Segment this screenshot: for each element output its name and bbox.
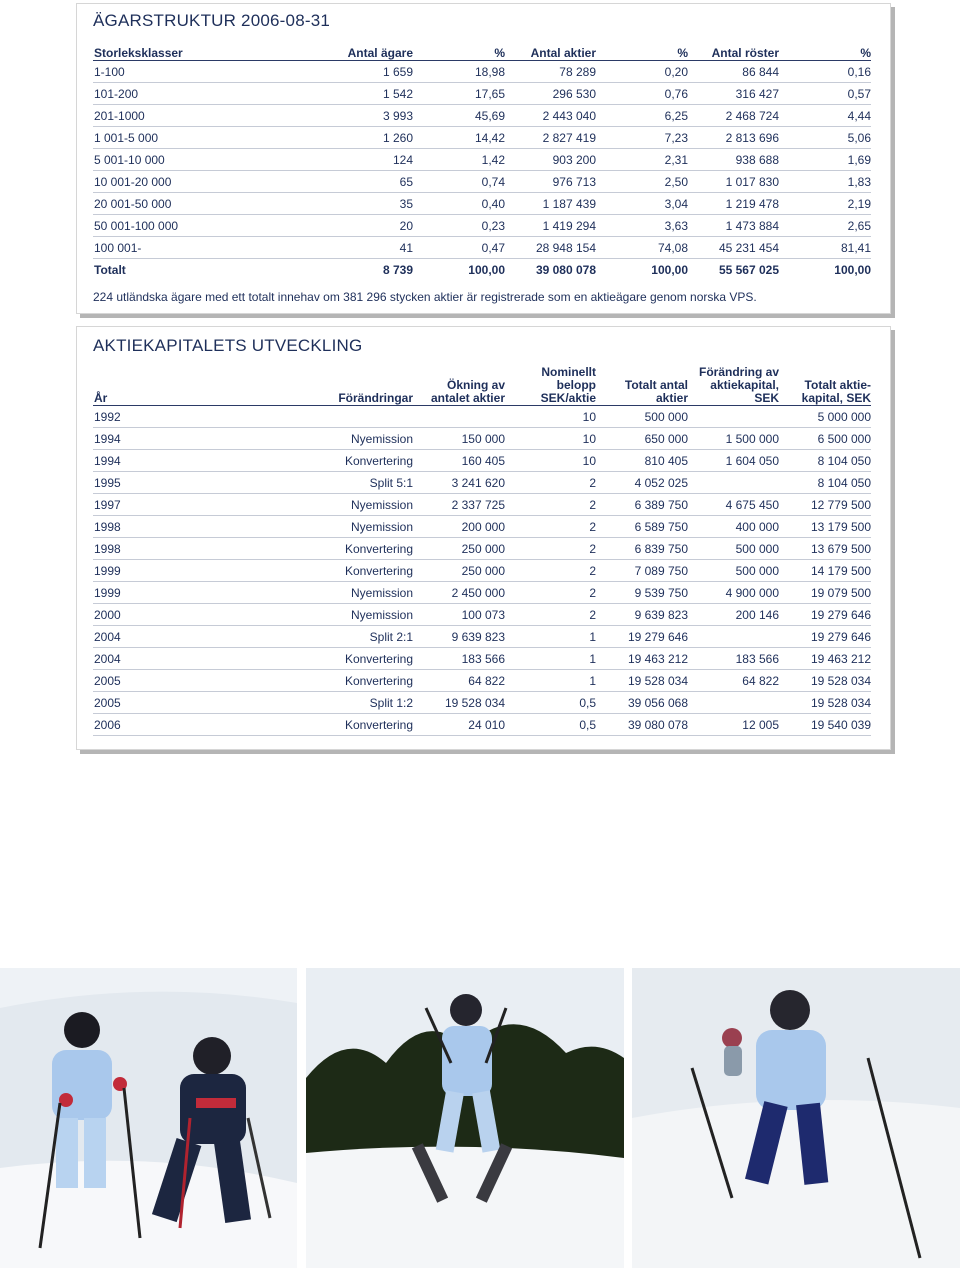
table-cell: 200 146 bbox=[688, 604, 779, 626]
table-cell: 2 337 725 bbox=[413, 494, 505, 516]
table-cell bbox=[688, 472, 779, 494]
table-cell: 2,31 bbox=[596, 149, 688, 171]
table-row bbox=[93, 472, 871, 494]
table-cell: 976 713 bbox=[505, 171, 596, 193]
table-row bbox=[93, 538, 871, 560]
table-cell: 6,25 bbox=[596, 105, 688, 127]
table-row bbox=[93, 127, 871, 149]
table-cell: 2005 bbox=[93, 692, 248, 714]
total-cell: 55 567 025 bbox=[718, 263, 779, 277]
table-cell: 3 241 620 bbox=[413, 472, 505, 494]
table-cell: 1 bbox=[505, 670, 596, 692]
table-cell: 810 405 bbox=[596, 450, 688, 472]
table-row bbox=[93, 149, 871, 171]
table-cell bbox=[248, 406, 413, 428]
table-cell: 2005 bbox=[93, 670, 248, 692]
table-cell: 3 993 bbox=[248, 105, 413, 127]
table-cell: 19 279 646 bbox=[596, 626, 688, 648]
table-cell: 19 079 500 bbox=[779, 582, 871, 604]
table-cell: 2 bbox=[505, 604, 596, 626]
table-cell: 65 bbox=[248, 171, 413, 193]
table-cell: 2 bbox=[505, 582, 596, 604]
table-cell: 1998 bbox=[93, 516, 248, 538]
table-cell bbox=[413, 406, 505, 428]
table-cell: 78 289 bbox=[505, 61, 596, 83]
table-cell: 19 463 212 bbox=[779, 648, 871, 670]
table-cell: 0,23 bbox=[413, 215, 505, 237]
table-cell: 183 566 bbox=[688, 648, 779, 670]
table-cell: 10 bbox=[505, 450, 596, 472]
table-cell: Konvertering bbox=[248, 560, 413, 582]
table-cell: 1 017 830 bbox=[688, 171, 779, 193]
table-cell: 2 bbox=[505, 472, 596, 494]
table-cell: 0,16 bbox=[779, 61, 871, 83]
table-cell: 200 000 bbox=[413, 516, 505, 538]
table-cell: 4,44 bbox=[779, 105, 871, 127]
table-cell: 64 822 bbox=[413, 670, 505, 692]
table-row bbox=[93, 83, 871, 105]
total-cell: 100,00 bbox=[468, 263, 505, 277]
table-cell: 6 500 000 bbox=[779, 428, 871, 450]
total-row bbox=[93, 259, 871, 282]
table-cell: 19 528 034 bbox=[413, 692, 505, 714]
table-cell: 4 900 000 bbox=[688, 582, 779, 604]
table-cell: 5,06 bbox=[779, 127, 871, 149]
table-cell: 2,19 bbox=[779, 193, 871, 215]
total-cell: 39 080 078 bbox=[535, 263, 596, 277]
table-cell: 4 052 025 bbox=[596, 472, 688, 494]
table-cell: 17,65 bbox=[413, 83, 505, 105]
table-row bbox=[93, 450, 871, 472]
column-header: Antal röster bbox=[688, 38, 779, 61]
table-cell: 64 822 bbox=[688, 670, 779, 692]
table-cell: 2 443 040 bbox=[505, 105, 596, 127]
table-cell: 201-1000 bbox=[93, 105, 248, 127]
table-cell: Nyemission bbox=[248, 494, 413, 516]
table-cell: 150 000 bbox=[413, 428, 505, 450]
table-cell: 3,63 bbox=[596, 215, 688, 237]
table-cell: 81,41 bbox=[779, 237, 871, 259]
table-cell: 1994 bbox=[93, 428, 248, 450]
table-cell: 24 010 bbox=[413, 714, 505, 736]
table-cell: 500 000 bbox=[688, 538, 779, 560]
column-header: Förändringar bbox=[248, 363, 413, 406]
table-cell: 10 bbox=[505, 428, 596, 450]
table-cell: 1992 bbox=[93, 406, 248, 428]
column-header: År bbox=[93, 363, 248, 406]
table-cell: 8 104 050 bbox=[779, 472, 871, 494]
capital-panel bbox=[76, 326, 891, 750]
table-cell: 19 279 646 bbox=[779, 604, 871, 626]
table-cell: 2 bbox=[505, 516, 596, 538]
column-header: % bbox=[596, 38, 688, 61]
table-cell: 7 089 750 bbox=[596, 560, 688, 582]
table-cell: 45,69 bbox=[413, 105, 505, 127]
table-cell: 45 231 454 bbox=[688, 237, 779, 259]
photo-two-children-skiing bbox=[0, 968, 297, 1268]
table-cell: Nyemission bbox=[248, 516, 413, 538]
ownership-title: ÄGARSTRUKTUR 2006-08-31 bbox=[93, 11, 331, 30]
capital-table bbox=[93, 363, 871, 736]
table-cell: 1 187 439 bbox=[505, 193, 596, 215]
table-cell: 903 200 bbox=[505, 149, 596, 171]
table-cell: 650 000 bbox=[596, 428, 688, 450]
column-header: Storleksklasser bbox=[93, 38, 248, 61]
table-row bbox=[93, 648, 871, 670]
table-row bbox=[93, 626, 871, 648]
table-cell: 6 389 750 bbox=[596, 494, 688, 516]
table-cell: 39 080 078 bbox=[596, 714, 688, 736]
table-cell: 1995 bbox=[93, 472, 248, 494]
table-cell: Split 1:2 bbox=[248, 692, 413, 714]
table-cell: 0,74 bbox=[413, 171, 505, 193]
table-row bbox=[93, 516, 871, 538]
capital-title: AKTIEKAPITALETS UTVECKLING bbox=[93, 336, 363, 355]
table-cell: 18,98 bbox=[413, 61, 505, 83]
table-cell: 1 001-5 000 bbox=[93, 127, 248, 149]
table-cell: 2 bbox=[505, 560, 596, 582]
table-cell: 0,5 bbox=[505, 714, 596, 736]
table-cell: Konvertering bbox=[248, 538, 413, 560]
table-cell: Nyemission bbox=[248, 582, 413, 604]
table-cell: 2 827 419 bbox=[505, 127, 596, 149]
table-cell: 14 179 500 bbox=[779, 560, 871, 582]
table-cell: 100 001- bbox=[93, 237, 248, 259]
table-row bbox=[93, 193, 871, 215]
ownership-panel bbox=[76, 3, 891, 314]
table-cell: 0,20 bbox=[596, 61, 688, 83]
column-header: Nominellt belopp SEK/aktie bbox=[505, 363, 596, 406]
foreign-owners-note: 224 utländska ägare med ett totalt innehav om 381 296 stycken aktier är registrerade som en aktieägare genom norska VPS. bbox=[93, 290, 757, 304]
table-cell: 13 179 500 bbox=[779, 516, 871, 538]
column-header: Antal aktier bbox=[505, 38, 596, 61]
table-cell: 9 639 823 bbox=[596, 604, 688, 626]
table-cell: 124 bbox=[248, 149, 413, 171]
table-cell: 1,83 bbox=[779, 171, 871, 193]
table-cell: 20 bbox=[248, 215, 413, 237]
table-cell: 74,08 bbox=[596, 237, 688, 259]
table-cell: 1 bbox=[505, 648, 596, 670]
table-row bbox=[93, 670, 871, 692]
table-cell: 0,40 bbox=[413, 193, 505, 215]
table-cell: 938 688 bbox=[688, 149, 779, 171]
ownership-table bbox=[93, 38, 871, 281]
table-cell: 250 000 bbox=[413, 538, 505, 560]
table-row bbox=[93, 714, 871, 736]
table-cell: 19 279 646 bbox=[779, 626, 871, 648]
table-cell: 2 bbox=[505, 494, 596, 516]
column-header: Ökning av antalet aktier bbox=[413, 363, 505, 406]
table-row bbox=[93, 215, 871, 237]
table-cell: 400 000 bbox=[688, 516, 779, 538]
column-header: % bbox=[413, 38, 505, 61]
table-cell: 2004 bbox=[93, 648, 248, 670]
table-cell: 1 473 884 bbox=[688, 215, 779, 237]
table-row bbox=[93, 406, 871, 428]
table-row bbox=[93, 61, 871, 83]
table-cell: 6 839 750 bbox=[596, 538, 688, 560]
table-row bbox=[93, 560, 871, 582]
table-cell: 5 001-10 000 bbox=[93, 149, 248, 171]
table-cell: 101-200 bbox=[93, 83, 248, 105]
table-cell: 14,42 bbox=[413, 127, 505, 149]
table-cell: 0,5 bbox=[505, 692, 596, 714]
table-cell: 19 528 034 bbox=[779, 670, 871, 692]
table-cell: 28 948 154 bbox=[505, 237, 596, 259]
table-cell bbox=[688, 692, 779, 714]
table-cell: 2,65 bbox=[779, 215, 871, 237]
table-cell bbox=[688, 406, 779, 428]
table-row bbox=[93, 494, 871, 516]
table-cell: 1,69 bbox=[779, 149, 871, 171]
table-cell: 1994 bbox=[93, 450, 248, 472]
table-cell: 5 000 000 bbox=[779, 406, 871, 428]
table-cell: 9 639 823 bbox=[413, 626, 505, 648]
table-cell: Split 5:1 bbox=[248, 472, 413, 494]
table-cell: 2 bbox=[505, 538, 596, 560]
table-cell: 1,42 bbox=[413, 149, 505, 171]
table-cell: 1998 bbox=[93, 538, 248, 560]
table-cell: 0,57 bbox=[779, 83, 871, 105]
column-header: Antal ägare bbox=[248, 38, 413, 61]
table-cell: 19 463 212 bbox=[596, 648, 688, 670]
column-header: Totalt aktie-kapital, SEK bbox=[779, 363, 871, 406]
table-cell: 2004 bbox=[93, 626, 248, 648]
table-row bbox=[93, 105, 871, 127]
table-cell: 19 528 034 bbox=[779, 692, 871, 714]
table-cell: Nyemission bbox=[248, 428, 413, 450]
photo-child-skiing-downhill bbox=[632, 968, 960, 1268]
table-cell: 13 679 500 bbox=[779, 538, 871, 560]
table-cell: 500 000 bbox=[596, 406, 688, 428]
table-cell: 2006 bbox=[93, 714, 248, 736]
table-cell: 50 001-100 000 bbox=[93, 215, 248, 237]
table-row bbox=[93, 604, 871, 626]
photo-child-jumping bbox=[306, 968, 624, 1268]
column-header: Förändring av aktiekapital, SEK bbox=[688, 363, 779, 406]
table-row bbox=[93, 428, 871, 450]
ownership-header-row bbox=[93, 38, 871, 61]
column-header: Totalt antal aktier bbox=[596, 363, 688, 406]
table-cell: 0,47 bbox=[413, 237, 505, 259]
table-cell: Konvertering bbox=[248, 648, 413, 670]
table-cell: 8 104 050 bbox=[779, 450, 871, 472]
table-cell: 500 000 bbox=[688, 560, 779, 582]
total-cell: 100,00 bbox=[834, 263, 871, 277]
table-cell: 1999 bbox=[93, 582, 248, 604]
total-cell: 8 739 bbox=[382, 263, 413, 277]
table-cell: 10 bbox=[505, 406, 596, 428]
column-header: % bbox=[779, 38, 871, 61]
table-cell: 160 405 bbox=[413, 450, 505, 472]
table-cell: 296 530 bbox=[505, 83, 596, 105]
table-cell: 6 589 750 bbox=[596, 516, 688, 538]
table-cell: 1 bbox=[505, 626, 596, 648]
table-cell bbox=[688, 626, 779, 648]
table-cell: 1 542 bbox=[248, 83, 413, 105]
table-cell: 1999 bbox=[93, 560, 248, 582]
table-row bbox=[93, 237, 871, 259]
table-cell: 2 468 724 bbox=[688, 105, 779, 127]
table-row bbox=[93, 692, 871, 714]
table-cell: 183 566 bbox=[413, 648, 505, 670]
table-cell: 1-100 bbox=[93, 61, 248, 83]
table-cell: 39 056 068 bbox=[596, 692, 688, 714]
table-cell: Split 2:1 bbox=[248, 626, 413, 648]
table-cell: 1 500 000 bbox=[688, 428, 779, 450]
table-cell: 100 073 bbox=[413, 604, 505, 626]
table-cell: 86 844 bbox=[688, 61, 779, 83]
table-cell: 19 528 034 bbox=[596, 670, 688, 692]
table-cell: 2 450 000 bbox=[413, 582, 505, 604]
table-cell: 12 005 bbox=[688, 714, 779, 736]
table-cell: 316 427 bbox=[688, 83, 779, 105]
table-cell: Konvertering bbox=[248, 714, 413, 736]
total-cell: Totalt bbox=[94, 263, 126, 277]
table-cell: 35 bbox=[248, 193, 413, 215]
table-cell: Konvertering bbox=[248, 670, 413, 692]
table-cell: 3,04 bbox=[596, 193, 688, 215]
table-cell: 1 659 bbox=[248, 61, 413, 83]
table-cell: 250 000 bbox=[413, 560, 505, 582]
capital-header-row bbox=[93, 363, 871, 406]
table-cell: Konvertering bbox=[248, 450, 413, 472]
table-cell: 20 001-50 000 bbox=[93, 193, 248, 215]
total-cell: 100,00 bbox=[651, 263, 688, 277]
table-cell: 4 675 450 bbox=[688, 494, 779, 516]
table-row bbox=[93, 171, 871, 193]
table-cell: 1 419 294 bbox=[505, 215, 596, 237]
table-cell: Nyemission bbox=[248, 604, 413, 626]
table-cell: 0,76 bbox=[596, 83, 688, 105]
table-cell: 7,23 bbox=[596, 127, 688, 149]
table-row bbox=[93, 582, 871, 604]
table-cell: 41 bbox=[248, 237, 413, 259]
table-cell: 2 813 696 bbox=[688, 127, 779, 149]
table-cell: 12 779 500 bbox=[779, 494, 871, 516]
table-cell: 2,50 bbox=[596, 171, 688, 193]
table-cell: 19 540 039 bbox=[779, 714, 871, 736]
table-cell: 1 604 050 bbox=[688, 450, 779, 472]
table-cell: 1 219 478 bbox=[688, 193, 779, 215]
table-cell: 1997 bbox=[93, 494, 248, 516]
table-cell: 9 539 750 bbox=[596, 582, 688, 604]
table-cell: 2000 bbox=[93, 604, 248, 626]
table-cell: 1 260 bbox=[248, 127, 413, 149]
table-cell: 10 001-20 000 bbox=[93, 171, 248, 193]
